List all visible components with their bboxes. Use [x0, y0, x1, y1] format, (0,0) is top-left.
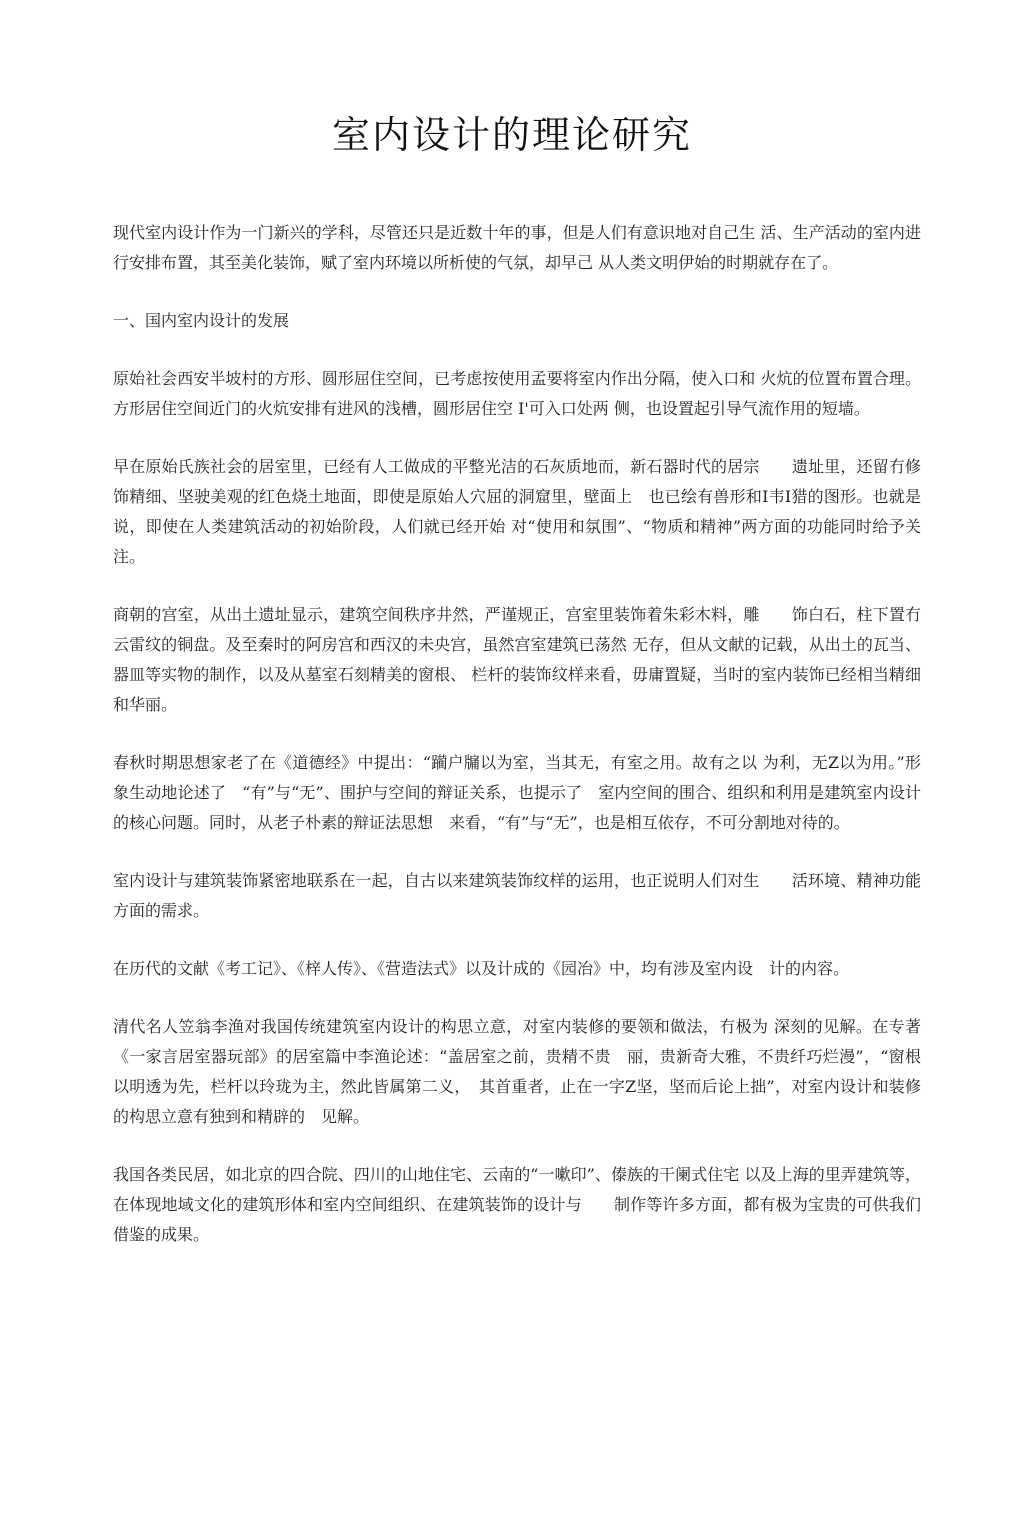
paragraph: 室内设计与建筑装饰紧密地联系在一起，自古以来建筑装饰纹样的运用，也正说明人们对生 活环境、精神功能方面的需求。 — [113, 871, 921, 920]
document-body — [113, 218, 921, 1278]
paragraph: 商朝的宫室，从出土遗址显示，建筑空间秩序井然，严谨规正，宫室里装饰着朱彩木料，雕 饰白石，柱下置冇云雷纹的铜盘。及至秦时的阿房宫和西汉的未央宫，虽然宫室建筑已荡然 无存，但从文献的记载，从出土的瓦当、器皿等实物的制作，以及从墓室石刻精美的窗根、 栏杆的装饰纹样来看，毋庸置疑，当时的室内装饰已经相当精细和华丽。 — [113, 605, 921, 714]
intro-paragraph: 现代室内设计作为一门新兴的学科，尽管还只是近数十年的事，但是人们有意识地对自己生 活、生产活动的室内进行安排布置，其至美化装饰，赋了室内环境以所析使的气氛，却早己 从人类文明伊始的时期就存在了。 — [113, 223, 921, 272]
paragraph: 在历代的文献《考工记》、《梓人传》、《营造法式》以及计成的《园冶》中，均有涉及室内设 计的内容。 — [113, 959, 850, 978]
paragraph: 早在原始氏族社会的居室里，已经有人工做成的平整光洁的石灰质地而，新石器时代的居宗 遗址里，还留冇修饰精细、坚驶美观的红色烧土地面，即使是原始人穴屈的洞窟里，壁面上 也已绘有兽形和I韦I猎的图形。也就是说，即使在人类建筑活动的初始阶段，人们就已经开始 对“使用和氛围”、“物质和精神”两方面的功能同时给予关注。 — [113, 457, 921, 566]
section-heading: 一、国内室内设计的发展 — [113, 311, 290, 330]
page-title: 室内设计的理论研究 — [331, 113, 692, 157]
paragraph: 原始社会西安半坡村的方形、圆形屈住空间，已考虑按使用孟要将室内作出分隔，使入口和 火炕的位置布置合理。方形居住空间近门的火炕安排有进风的浅槽，圆形居住空 I'可入口处两 侧，也设置起引导气流作用的短墙。 — [113, 369, 921, 418]
paragraph: 春秋时期思想家老了在《道德经》中提出：“躏户牖以为室，当其无，有室之用。故有之以 为利，无Z以为用。”形象生动地论述了 “有”与“无”、围护与空间的辩证关系，也提示了 室内空间的围合、组织和利用是建筑室内设计的核心问题。同时，从老子朴素的辩证法思想 来看，“有”与“无”，也是相互依存，不可分割地对待的。 — [113, 753, 921, 832]
paragraph: 清代名人笠翁李渔对我国传统建筑室内设计的构思立意，对室内装修的要领和做法，冇极为 深刻的见解。在专著《一家言居室器玩部》的居室篇中李渔论述：“盖居室之前，贵精不贵 丽，贵新奇大雅，不贵纤巧烂漫”，“窗根以明透为先，栏杆以玲珑为主，然此皆属第二义， 其首重者，止在一字Z坚，坚而后论上拙”，对室内设计和装修的构思立意有独到和精辟的 见解。 — [113, 1017, 921, 1126]
paragraph: 我国各类民居，如北京的四合院、四川的山地住宅、云南的“一嗽印”、傣族的干阑式住宅 以及上海的里弄建筑等，在体现地域文化的建筑形体和室内空间组织、在建筑装饰的设计与 制作等许多方面，都有极为宝贵的可供我们借鉴的成果。 — [113, 1165, 921, 1244]
